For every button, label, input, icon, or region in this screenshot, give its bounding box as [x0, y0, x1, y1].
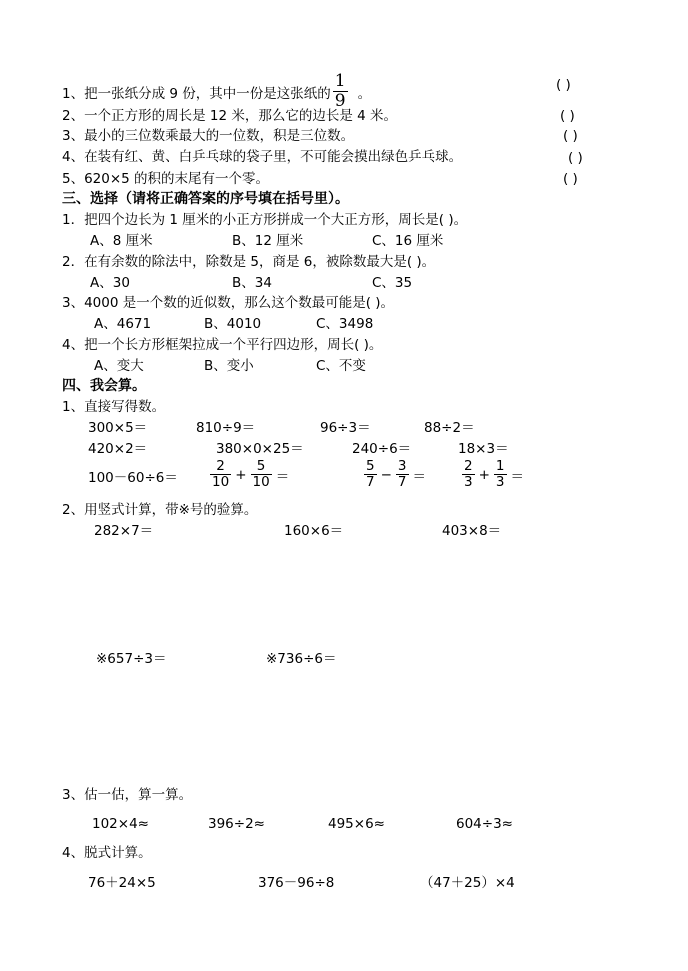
stepwise-item: （47＋25）×4 [420, 875, 515, 891]
fraction-sum-tenths: $\frac{2}{10}$ + $\frac{5}{10}$ ＝ [212, 458, 290, 490]
vertical-calc-item-verify: ※657÷3＝ [96, 651, 167, 667]
estimate-title: 3、估一估，算一算。 [62, 787, 193, 803]
answer-blank-3[interactable]: ( ) [563, 128, 578, 144]
direct-calc-item: 380×0×25＝ [216, 441, 304, 457]
fraction: $\frac{2}{10}$ [212, 458, 230, 490]
direct-calc-item: 420×2＝ [88, 441, 148, 457]
fraction-sum-thirds: $\frac{2}{3}$ + $\frac{1}{3}$ ＝ [464, 458, 524, 490]
estimate-item: 495×6≈ [328, 816, 385, 832]
choice-2-option-b: B、34 [232, 275, 272, 291]
choice-question-2: 2．在有余数的除法中，除数是 5，商是 6，被除数最大是( )。 [62, 254, 436, 270]
choice-2-option-a: A、30 [90, 275, 130, 291]
stepwise-title: 4、脱式计算。 [62, 845, 152, 861]
choice-1-option-a: A、8 厘米 [90, 233, 153, 249]
stepwise-item: 376－96÷8 [258, 875, 335, 891]
choice-4-option-c: C、不变 [316, 358, 366, 374]
choice-question-3: 3、4000 是一个数的近似数，那么这个数最可能是( )。 [62, 295, 395, 311]
choice-1-option-c: C、16 厘米 [372, 233, 444, 249]
judge-item-5: 5、620×5 的积的末尾有一个零。 [62, 171, 270, 187]
judge-item-4: 4、在装有红、黄、白乒乓球的袋子里，不可能会摸出绿色乒乓球。 [62, 149, 463, 165]
answer-blank-1[interactable]: ( ) [556, 77, 571, 93]
vertical-calc-item-verify: ※736÷6＝ [266, 651, 337, 667]
choice-question-4: 4、把一个长方形框架拉成一个平行四边形，周长( )。 [62, 337, 383, 353]
fraction: $\frac{2}{3}$ [464, 458, 473, 490]
answer-blank-5[interactable]: ( ) [563, 171, 578, 187]
choice-4-option-b: B、变小 [204, 358, 254, 374]
direct-calc-item: 240÷6＝ [352, 441, 412, 457]
judge-item-1: 1、把一张纸分成 9 份，其中一份是这张纸的 $\frac{1}{9}$ 。 [62, 71, 372, 111]
estimate-item: 396÷2≈ [208, 816, 265, 832]
vertical-calc-item: 403×8＝ [442, 523, 502, 539]
vertical-calc-title: 2、用竖式计算，带※号的验算。 [62, 502, 258, 518]
judge-item-1-text: 1、把一张纸分成 9 份，其中一份是这张纸的 [62, 85, 331, 102]
direct-calc-title: 1、直接写得数。 [62, 399, 166, 415]
choice-3-option-b: B、4010 [204, 316, 262, 332]
vertical-calc-item: 282×7＝ [94, 523, 154, 539]
choice-4-option-a: A、变大 [94, 358, 144, 374]
section-heading-choice: 三、选择（请将正确答案的序号填在括号里）。 [62, 191, 349, 207]
fraction-diff-sevenths: $\frac{5}{7}$ − $\frac{3}{7}$ ＝ [366, 458, 426, 490]
fraction: $\frac{1}{3}$ [495, 458, 505, 490]
stepwise-item: 76＋24×5 [88, 875, 156, 891]
direct-calc-item: 100－60÷6＝ [88, 470, 178, 486]
choice-3-option-a: A、4671 [94, 316, 152, 332]
estimate-item: 102×4≈ [92, 816, 149, 832]
direct-calc-item: 96÷3＝ [320, 420, 371, 436]
choice-1-option-b: B、12 厘米 [232, 233, 304, 249]
section-heading-calc: 四、我会算。 [62, 378, 146, 394]
estimate-item: 604÷3≈ [456, 816, 513, 832]
fraction: $\frac{5}{7}$ [366, 458, 375, 490]
fraction: $\frac{3}{7}$ [397, 458, 407, 490]
answer-blank-2[interactable]: ( ) [560, 108, 575, 124]
vertical-calc-item: 160×6＝ [284, 523, 344, 539]
fraction-one-ninth: $\frac{1}{9}$ [334, 71, 346, 111]
judge-item-2: 2、一个正方形的周长是 12 米，那么它的边长是 4 米。 [62, 108, 398, 124]
choice-2-option-c: C、35 [372, 275, 413, 291]
direct-calc-item: 810÷9＝ [196, 420, 256, 436]
direct-calc-item: 300×5＝ [88, 420, 148, 436]
fraction: $\frac{5}{10}$ [252, 458, 270, 490]
direct-calc-item: 18×3＝ [458, 441, 509, 457]
answer-blank-4[interactable]: ( ) [568, 150, 583, 166]
choice-3-option-c: C、3498 [316, 316, 374, 332]
choice-question-1: 1．把四个边长为 1 厘米的小正方形拼成一个大正方形，周长是( )。 [62, 212, 468, 228]
judge-item-3: 3、最小的三位数乘最大的一位数，积是三位数。 [62, 128, 355, 144]
direct-calc-item: 88÷2＝ [424, 420, 475, 436]
